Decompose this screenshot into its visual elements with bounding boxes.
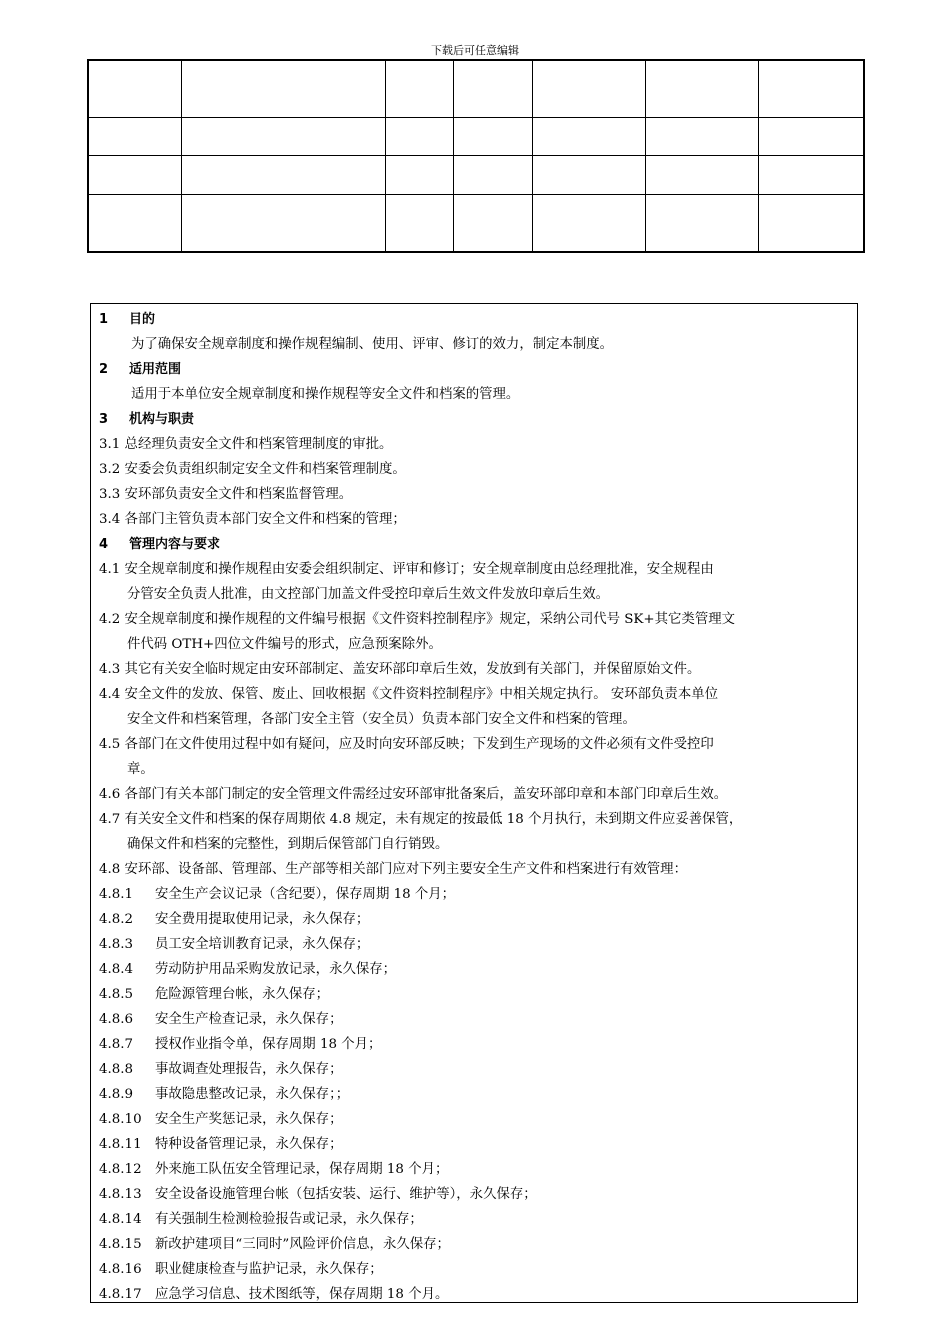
item-text: 劳动防护用品采购发放记录，永久保存； bbox=[155, 962, 397, 977]
section-number: 3 bbox=[99, 412, 109, 427]
table-row bbox=[88, 156, 864, 194]
item-text: 危险源管理台帐，永久保存； bbox=[155, 987, 330, 1002]
list-item bbox=[99, 1257, 847, 1282]
section-title: 适用范围 bbox=[129, 362, 182, 377]
list-item bbox=[99, 1207, 847, 1232]
table-cell bbox=[758, 118, 864, 156]
paragraph-line: 4.6 各部门有关本部门制定的安全管理文件需经过安环部审批备案后，盖安环部印章和本部门印章后生效。 bbox=[99, 787, 728, 802]
item-text: 有关强制生检测检验报告或记录，永久保存； bbox=[155, 1212, 423, 1227]
table-row bbox=[88, 118, 864, 156]
section-number: 4 bbox=[99, 537, 109, 552]
paragraph-line: 3.2 安委会负责组织制定安全文件和档案管理制度。 bbox=[99, 462, 406, 477]
table-cell bbox=[532, 194, 645, 252]
content-lines bbox=[99, 307, 847, 1307]
paragraph-line: 件代码 OTH+四位文件编号的形式，应急预案除外。 bbox=[127, 637, 442, 652]
section-heading bbox=[99, 307, 847, 332]
table-cell bbox=[181, 60, 385, 118]
paragraph-line: 安全文件和档案管理，各部门安全主管（安全员）负责本部门安全文件和档案的管理。 bbox=[127, 712, 636, 727]
table-cell bbox=[181, 156, 385, 194]
paragraph-line: 3.3 安环部负责安全文件和档案监督管理。 bbox=[99, 487, 353, 502]
table-cell bbox=[758, 194, 864, 252]
item-number: 4.8.2 bbox=[99, 912, 134, 927]
section-heading bbox=[99, 357, 847, 382]
table-cell bbox=[532, 60, 645, 118]
list-item bbox=[99, 1057, 847, 1082]
item-number: 4.8.4 bbox=[99, 962, 134, 977]
item-text: 安全生产检查记录，永久保存； bbox=[155, 1012, 343, 1027]
item-text: 新改护建项目“三同时”风险评价信息，永久保存； bbox=[155, 1237, 450, 1252]
item-text: 职业健康检查与监护记录，永久保存； bbox=[155, 1262, 383, 1277]
table-cell bbox=[385, 60, 453, 118]
list-item bbox=[99, 1232, 847, 1257]
table-cell bbox=[385, 194, 453, 252]
section-number: 2 bbox=[99, 362, 109, 377]
table-cell bbox=[758, 60, 864, 118]
section-title: 管理内容与要求 bbox=[129, 537, 221, 552]
item-text: 事故隐患整改记录，永久保存；； bbox=[155, 1087, 350, 1102]
table-cell bbox=[532, 118, 645, 156]
list-item bbox=[99, 907, 847, 932]
item-number: 4.8.3 bbox=[99, 937, 134, 952]
table-cell bbox=[645, 60, 758, 118]
paragraph-line: 3.1 总经理负责安全文件和档案管理制度的审批。 bbox=[99, 437, 393, 452]
table-cell bbox=[453, 156, 532, 194]
paragraph-line: 适用于本单位安全规章制度和操作规程等安全文件和档案的管理。 bbox=[131, 387, 520, 402]
item-number: 4.8.17 bbox=[99, 1287, 142, 1302]
table-cell bbox=[385, 156, 453, 194]
table-cell bbox=[181, 194, 385, 252]
list-item bbox=[99, 1107, 847, 1132]
item-text: 事故调查处理报告，永久保存； bbox=[155, 1062, 343, 1077]
list-item bbox=[99, 1157, 847, 1182]
item-text: 安全费用提取使用记录，永久保存； bbox=[155, 912, 370, 927]
paragraph-line: 4.7 有关安全文件和档案的保存周期依 4.8 规定，未有规定的按最低 18 个月执行，未到期文件应妥善保管， bbox=[99, 812, 743, 827]
list-item bbox=[99, 1082, 847, 1107]
paragraph-line: 4.1 安全规章制度和操作规程由安委会组织制定、评审和修订；安全规章制度由总经理批准，安全规程由 bbox=[99, 562, 714, 577]
table-cell bbox=[88, 156, 181, 194]
item-number: 4.8.7 bbox=[99, 1037, 134, 1052]
table-cell bbox=[88, 194, 181, 252]
item-text: 安全设备设施管理台帐（包括安装、运行、维护等），永久保存； bbox=[155, 1187, 537, 1202]
paragraph-line: 为了确保安全规章制度和操作规程编制、使用、评审、修订的效力，制定本制度。 bbox=[131, 337, 614, 352]
table-row bbox=[88, 194, 864, 252]
item-number: 4.8.8 bbox=[99, 1062, 134, 1077]
paragraph-line: 4.3 其它有关安全临时规定由安环部制定、盖安环部印章后生效，发放到有关部门，并保留原始文件。 bbox=[99, 662, 701, 677]
item-number: 4.8.15 bbox=[99, 1237, 142, 1252]
paragraph-line: 4.8 安环部、设备部、管理部、生产部等相关部门应对下列主要安全生产文件和档案进行有效管理： bbox=[99, 862, 687, 877]
list-item bbox=[99, 1182, 847, 1207]
item-number: 4.8.10 bbox=[99, 1112, 142, 1127]
table-cell bbox=[181, 118, 385, 156]
section-number: 1 bbox=[99, 312, 109, 327]
table-row bbox=[88, 60, 864, 118]
item-text: 安全生产奖惩记录，永久保存； bbox=[155, 1112, 343, 1127]
paragraph-line: 4.2 安全规章制度和操作规程的文件编号根据《文件资料控制程序》规定，采纳公司代号 SK+其它类管理文 bbox=[99, 612, 735, 627]
item-text: 授权作业指令单，保存周期 18 个月； bbox=[155, 1037, 382, 1052]
table-cell bbox=[88, 118, 181, 156]
paragraph-line: 4.5 各部门在文件使用过程中如有疑问，应及时向安环部反映；下发到生产现场的文件必须有文件受控印 bbox=[99, 737, 714, 752]
section-heading bbox=[99, 532, 847, 557]
item-text: 外来施工队伍安全管理记录，保存周期 18 个月； bbox=[155, 1162, 449, 1177]
list-item bbox=[99, 932, 847, 957]
item-number: 4.8.6 bbox=[99, 1012, 134, 1027]
table-cell bbox=[453, 118, 532, 156]
table-cell bbox=[385, 118, 453, 156]
table-cell bbox=[453, 194, 532, 252]
item-text: 特种设备管理记录，永久保存； bbox=[155, 1137, 343, 1152]
list-item bbox=[99, 882, 847, 907]
paragraph-line: 确保文件和档案的完整性，到期后保管部门自行销毁。 bbox=[127, 837, 449, 852]
item-number: 4.8.11 bbox=[99, 1137, 142, 1152]
item-number: 4.8.14 bbox=[99, 1212, 142, 1227]
list-item bbox=[99, 957, 847, 982]
item-number: 4.8.1 bbox=[99, 887, 134, 902]
table-cell bbox=[758, 156, 864, 194]
header-note: 下载后可任意编辑 bbox=[431, 44, 519, 57]
paragraph-line: 3.4 各部门主管负责本部门安全文件和档案的管理； bbox=[99, 512, 406, 527]
table-cell bbox=[532, 156, 645, 194]
list-item bbox=[99, 1132, 847, 1157]
section-heading bbox=[99, 407, 847, 432]
item-number: 4.8.9 bbox=[99, 1087, 134, 1102]
section-title: 机构与职责 bbox=[129, 412, 195, 427]
list-item bbox=[99, 1007, 847, 1032]
table-cell bbox=[645, 118, 758, 156]
paragraph-line: 4.4 安全文件的发放、保管、废止、回收根据《文件资料控制程序》中相关规定执行。 安环部负责本单位 bbox=[99, 687, 718, 702]
item-number: 4.8.13 bbox=[99, 1187, 142, 1202]
item-text: 员工安全培训教育记录，永久保存； bbox=[155, 937, 370, 952]
list-item bbox=[99, 1282, 847, 1307]
table-cell bbox=[645, 156, 758, 194]
section-title: 目的 bbox=[129, 312, 156, 327]
list-item bbox=[99, 982, 847, 1007]
list-item bbox=[99, 1032, 847, 1057]
paragraph-line: 章。 bbox=[127, 762, 154, 777]
item-number: 4.8.12 bbox=[99, 1162, 142, 1177]
item-text: 应急学习信息、技术图纸等，保存周期 18 个月。 bbox=[155, 1287, 449, 1302]
item-number: 4.8.5 bbox=[99, 987, 134, 1002]
paragraph-line: 分管安全负责人批准，由文控部门加盖文件受控印章后生效文件发放印章后生效。 bbox=[127, 587, 610, 602]
table-cell bbox=[88, 60, 181, 118]
table-cell bbox=[453, 60, 532, 118]
item-text: 安全生产会议记录（含纪要），保存周期 18 个月； bbox=[155, 887, 456, 902]
table-cell bbox=[645, 194, 758, 252]
item-number: 4.8.16 bbox=[99, 1262, 142, 1277]
content-box bbox=[90, 303, 858, 1303]
blank-form-table bbox=[87, 59, 865, 253]
